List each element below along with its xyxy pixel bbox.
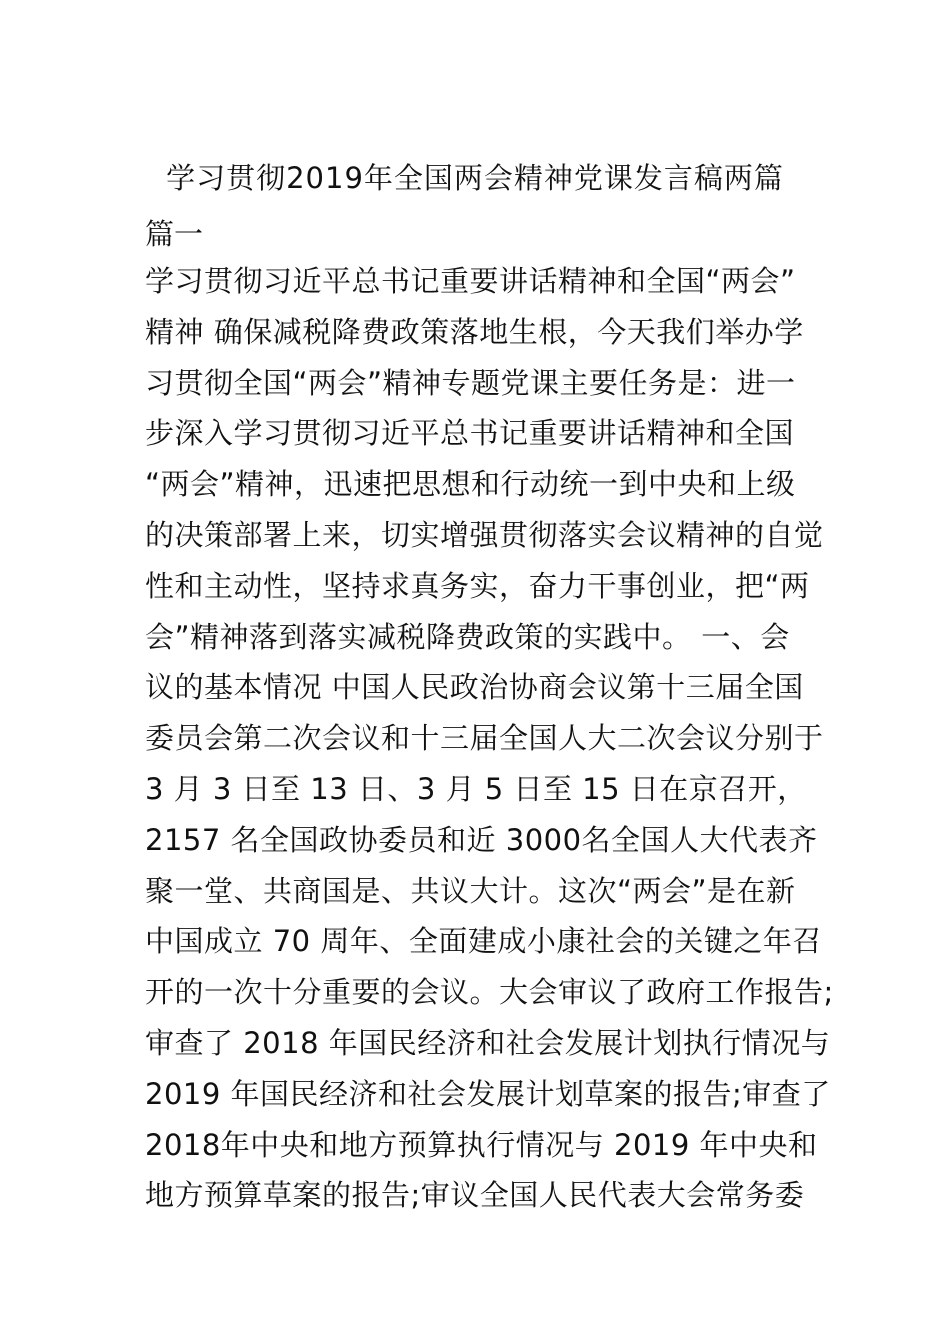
text-line: 会”精神落到落实减税降费政策的实践中。 一、会 <box>145 619 790 654</box>
text-line: 2018年中央和地方预算执行情况与 2019 年中央和 <box>145 1127 818 1162</box>
text-line: 2019 年国民经济和社会发展计划草案的报告;审查了 <box>145 1076 831 1111</box>
text-line: 审查了 2018 年国民经济和社会发展计划执行情况与 <box>145 1025 831 1060</box>
section-heading: 篇一 <box>145 217 204 251</box>
document-title: 学习贯彻2019年全国两会精神党课发言稿两篇 <box>166 161 784 195</box>
text-line: 聚一堂、共商国是、共议大计。这次“两会”是在新 <box>145 873 796 908</box>
text-line: 性和主动性，坚持求真务实，奋力干事创业，把“两 <box>145 568 810 603</box>
text-line: 议的基本情况 中国人民政治协商会议第十三届全国 <box>145 670 804 705</box>
text-line: 地方预算草案的报告;审议全国人民代表大会常务委 <box>145 1178 805 1213</box>
text-line: 学习贯彻习近平总书记重要讲话精神和全国“两会” <box>145 264 796 298</box>
text-line: 2157 名全国政协委员和近 3000名全国人大代表齐 <box>145 822 818 857</box>
text-line: 习贯彻全国“两会”精神专题党课主要任务是：进一 <box>145 365 796 400</box>
text-line: 步深入学习贯彻习近平总书记重要讲话精神和全国 <box>145 416 795 451</box>
text-line: 3 月 3 日至 13 日、3 月 5 日至 15 日在京召开， <box>145 771 807 806</box>
body-text <box>145 261 845 1226</box>
text-line: “两会”精神，迅速把思想和行动统一到中央和上级 <box>145 467 796 502</box>
text-line: 精神 确保减税降费政策落地生根，今天我们举办学 <box>145 314 804 349</box>
text-line: 委员会第二次会议和十三届全国人大二次会议分别于 <box>145 721 824 756</box>
text-line: 开的一次十分重要的会议。大会审议了政府工作报告; <box>145 975 834 1010</box>
text-line: 中国成立 70 周年、全面建成小康社会的关键之年召 <box>145 924 822 959</box>
text-line: 的决策部署上来，切实增强贯彻落实会议精神的自觉 <box>145 517 824 552</box>
